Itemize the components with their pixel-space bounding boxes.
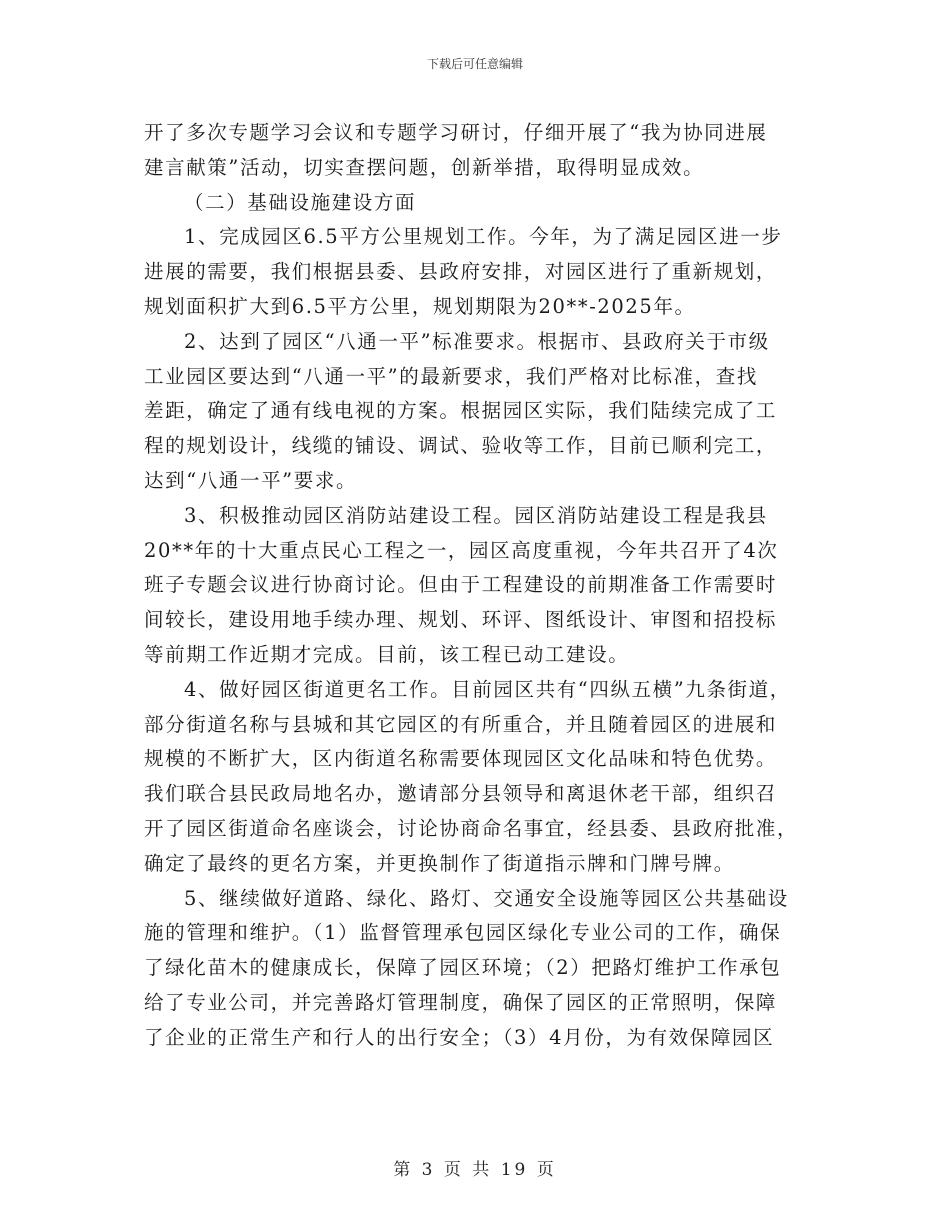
text-line: 达到“八通一平”要求。 [144,468,358,492]
text-line: 3、积极推动园区消防站建设工程。园区消防站建设工程是我县 [184,503,768,527]
text-line: 施的管理和维护。（1）监督管理承包园区绿化专业公司的工作，确保 [144,921,782,945]
page-header: 下载后可任意编辑 [426,57,523,71]
text-line: 规模的不断扩大，区内街道名称需要体现园区文化品味和特色优势。 [144,747,778,771]
section-heading: （二）基础设施建设方面 [184,190,417,214]
text-line: 4、做好园区街道更名工作。目前园区共有“四纵五横”九条街道， [184,677,791,701]
text-line: 班子专题会议进行协商讨论。但由于工程建设的前期准备工作需要时 [144,573,778,597]
text-line: 差距，确定了通有线电视的方案。根据园区实际，我们陆续完成了工 [144,399,778,423]
text-line: 进展的需要，我们根据县委、县政府安排，对园区进行了重新规划， [144,260,778,284]
text-line: 间较长，建设用地手续办理、规划、环评、图纸设计、审图和招投标 [144,608,778,632]
text-line: 开了园区街道命名座谈会，讨论协商命名事宜，经县委、县政府批准， [144,816,799,840]
text-line: 程的规划设计，线缆的铺设、调试、验收等工作，目前已顺利完工， [144,434,778,458]
text-line: 了企业的正常生产和行人的出行安全；（3）4月份，为有效保障园区 [144,1025,775,1049]
text-line: 给了专业公司，并完善路灯管理制度，确保了园区的正常照明，保障 [144,990,778,1014]
page-number: 第 3 页 共 19 页 [393,1160,557,1180]
text-line: 5、继续做好道路、绿化、路灯、交通安全设施等园区公共基础设 [184,886,789,910]
text-line: 开了多次专题学习会议和专题学习研讨，仔细开展了“我为协同进展 [144,121,768,144]
document-body [144,116,819,1056]
text-line: 2、达到了园区“八通一平”标准要求。根据市、县政府关于市级 [184,329,770,353]
text-line: 规划面积扩大到6.5平方公里，规划期限为20**-2025年。 [144,294,696,318]
text-line: 确定了最终的更名方案，并更换制作了街道指示牌和门牌号牌。 [144,851,735,875]
text-line: 1、完成园区6.5平方公里规划工作。今年，为了满足园区进一步 [184,225,783,249]
text-line: 建言献策”活动，切实查摆问题，创新举措，取得明显成效。 [144,155,705,179]
text-line: 等前期工作近期才完成。目前，该工程已动工建设。 [144,642,630,666]
text-line: 20**年的十大重点民心工程之一，园区高度重视，今年共召开了4次 [144,538,779,562]
text-line: 部分街道名称与县城和其它园区的有所重合，并且随着园区的进展和 [144,712,778,736]
text-line: 了绿化苗木的健康成长，保障了园区环境；（2）把路灯维护工作承包 [144,956,782,980]
text-line: 工业园区要达到“八通一平”的最新要求，我们严格对比标准，查找 [144,364,758,388]
text-line: 我们联合县民政局地名办，邀请部分县领导和离退休老干部，组织召 [144,782,778,806]
